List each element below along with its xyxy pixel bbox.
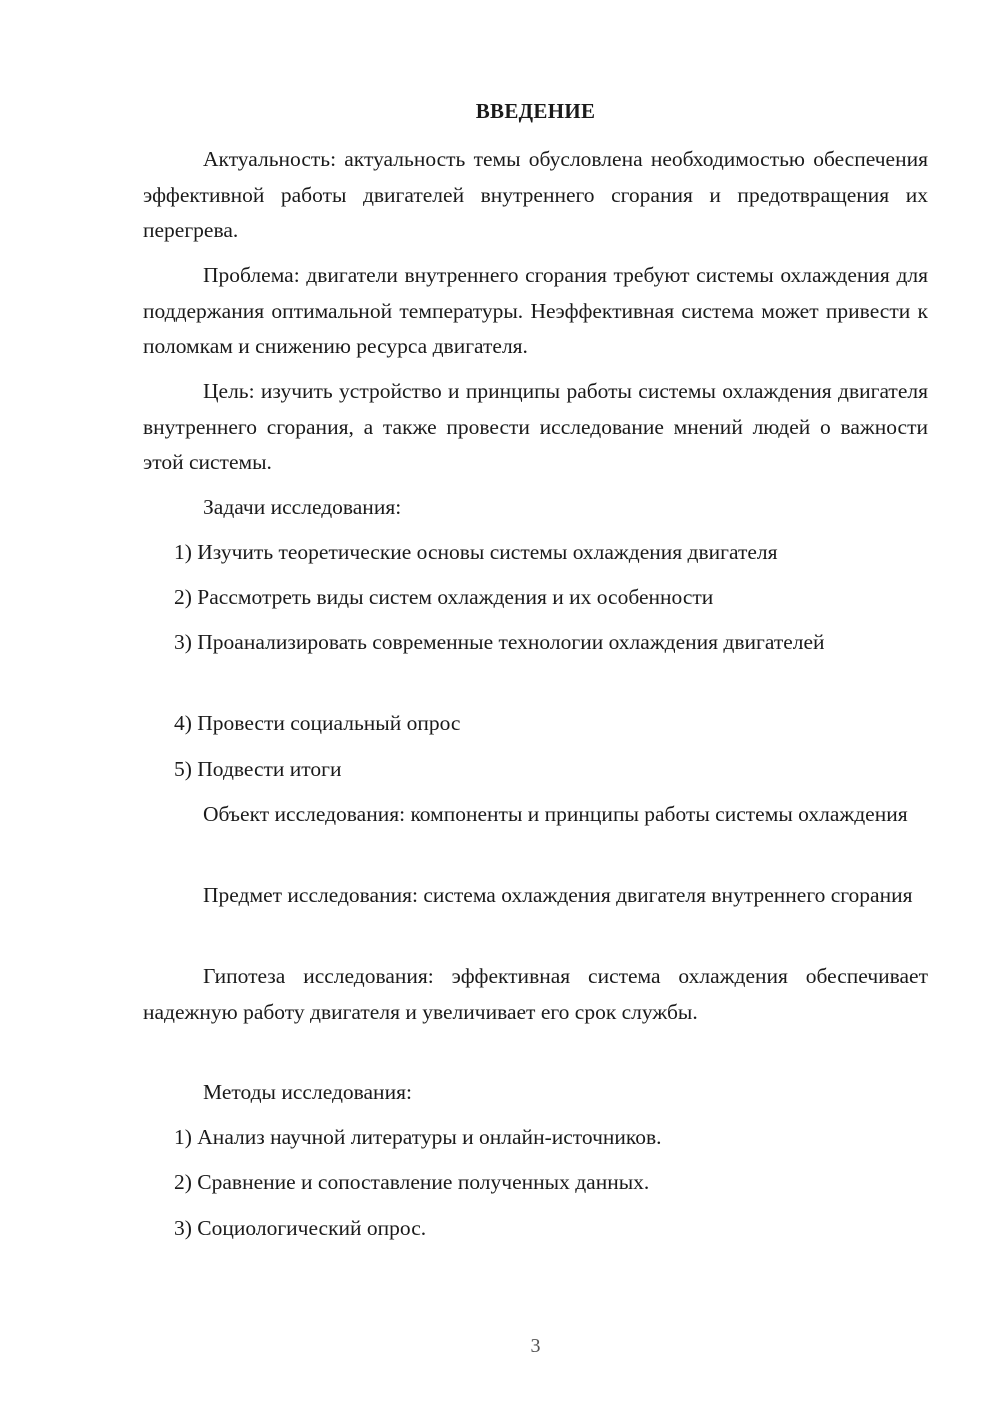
- task-item: 4) Провести социальный опрос: [174, 711, 461, 735]
- methods-heading: Методы исследования:: [203, 1080, 412, 1104]
- task-item: 1) Изучить теоретические основы системы охлаждения двигателя: [174, 540, 778, 564]
- task-item: 3) Проанализировать современные технологии охлаждения двигателей: [174, 630, 825, 654]
- document-page: [143, 0, 928, 1414]
- paragraph-relevance: Актуальность: актуальность темы обусловлена необходимостью обеспечения эффективной работы двигателей внутреннего сгорания и предотвращения их перегрева.: [143, 147, 928, 242]
- method-item: 2) Сравнение и сопоставление полученных данных.: [174, 1170, 650, 1194]
- tasks-heading: Задачи исследования:: [203, 495, 402, 519]
- paragraph-problem: Проблема: двигатели внутреннего сгорания требуют системы охлаждения для поддержания оптимальной температуры. Неэффективная система может привести к поломкам и снижению ресурса двигателя.: [143, 263, 928, 358]
- task-item: 2) Рассмотреть виды систем охлаждения и их особенности: [174, 585, 714, 609]
- task-item: 5) Подвести итоги: [174, 757, 342, 781]
- paragraph-subject: Предмет исследования: система охлаждения двигателя внутреннего сгорания: [203, 883, 913, 907]
- method-item: 1) Анализ научной литературы и онлайн-источников.: [174, 1125, 662, 1149]
- paragraph-goal: Цель: изучить устройство и принципы работы системы охлаждения двигателя внутреннего сгорания, а также провести исследование мнений людей о важности этой системы.: [143, 379, 928, 474]
- section-title: ВВЕДЕНИЕ: [475, 99, 596, 123]
- method-item: 3) Социологический опрос.: [174, 1216, 427, 1240]
- page-number: 3: [530, 1335, 541, 1357]
- paragraph-object: Объект исследования: компоненты и принципы работы системы охлаждения: [203, 802, 908, 826]
- paragraph-hypothesis: Гипотеза исследования: эффективная система охлаждения обеспечивает надежную работу двигателя и увеличивает его срок службы.: [143, 964, 928, 1024]
